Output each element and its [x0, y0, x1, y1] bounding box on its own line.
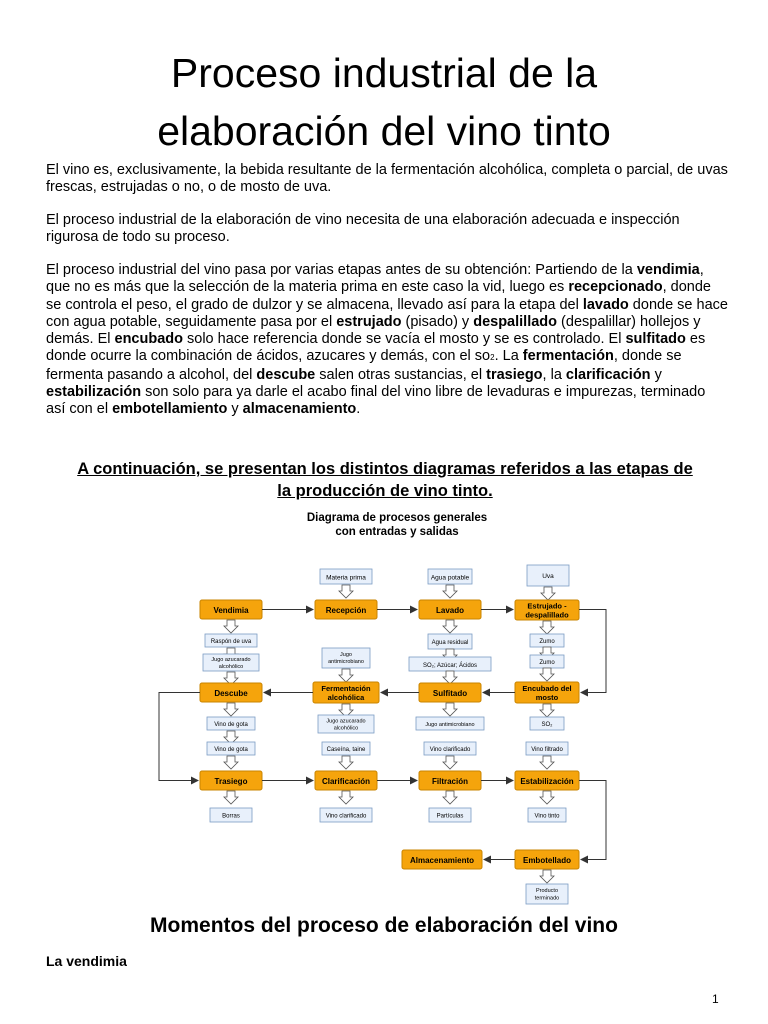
page-number: 1 [712, 992, 719, 1006]
svg-text:Jugo antimicrobiano: Jugo antimicrobiano [425, 722, 475, 728]
term-almacenamiento: almacenamiento [242, 401, 357, 418]
process-sulfitado [419, 683, 481, 702]
svg-text:antimicrobiano: antimicrobiano [328, 659, 364, 665]
svg-text:Descube: Descube [214, 689, 248, 698]
svg-text:Filtración: Filtración [431, 777, 469, 786]
process-embotellado [515, 850, 579, 869]
process-vendimia [200, 600, 262, 619]
term-recepcionado: recepcionado [568, 279, 663, 296]
svg-text:Almacenamiento: Almacenamiento [409, 856, 475, 865]
svg-text:Jugo azucarado: Jugo azucarado [211, 657, 251, 663]
document-title [0, 44, 768, 160]
svg-text:terminado: terminado [534, 895, 560, 902]
svg-text:Vino clarificado: Vino clarificado [429, 747, 471, 753]
svg-text:Vino tinto: Vino tinto [534, 813, 560, 820]
section-heading: Momentos del proceso de elaboración del vino [150, 914, 618, 937]
output-zumo-2 [530, 655, 564, 668]
output-jugo-azucarado-alcoholico [318, 715, 374, 733]
process-recepcion [315, 600, 377, 619]
output-jugo-azucarado [203, 654, 259, 671]
svg-text:Embotellado: Embotellado [522, 856, 572, 865]
svg-text:alcohólico: alcohólico [218, 664, 244, 670]
svg-text:Vendimia: Vendimia [213, 606, 249, 615]
process-estabilizacion [515, 771, 579, 790]
output-zumo-1 [530, 634, 564, 647]
diagram-title-line-1: Diagrama de procesos generales [306, 512, 488, 524]
svg-text:Vino de gota: Vino de gota [214, 747, 248, 753]
svg-text:Agua residual: Agua residual [431, 640, 469, 646]
svg-text:despalillado: despalillado [525, 610, 569, 620]
paragraph-definition: El vino es, exclusivamente, la bebida resultante de la fermentación alcohólica, completa o parcial, de uvas frescas, estrujadas o no, o de mosto de uva. [46, 162, 728, 196]
svg-text:Vino clarificado: Vino clarificado [325, 813, 367, 820]
input-vino-filtrado [526, 742, 568, 755]
diagram-title-line-2: con entradas y salidas [335, 526, 459, 538]
svg-text:Borras: Borras [222, 813, 240, 820]
term-sulfitado: sulfitado [625, 331, 686, 348]
process-descube [200, 683, 262, 702]
term-estabilizacion: estabilización [46, 384, 142, 401]
process-lavado [419, 600, 481, 619]
term-descube: descube [256, 366, 316, 383]
input-vino-gota-2 [207, 742, 255, 755]
input-caseina-taine [322, 742, 370, 755]
input-materia-prima [320, 569, 372, 584]
output-agua-residual [428, 634, 472, 649]
subsection-heading-vendimia: La vendimia [46, 953, 127, 969]
process-trasiego [200, 771, 262, 790]
process-encubado-mosto [515, 682, 579, 703]
output-jugo-antimicrobiano [416, 717, 484, 730]
term-fermentacion: fermentación [522, 348, 614, 365]
process-almacenamiento [402, 850, 482, 869]
process-clarificacion [315, 771, 377, 790]
svg-text:Encubado del: Encubado del [522, 684, 572, 693]
svg-text:Producto: Producto [535, 888, 559, 894]
svg-text:mosto: mosto [535, 693, 559, 702]
input-agua-potable [428, 569, 472, 584]
svg-text:Lavado: Lavado [435, 606, 465, 615]
svg-text:Materia prima: Materia prima [326, 574, 366, 582]
svg-text:Vino de gota: Vino de gota [214, 722, 248, 728]
paragraph-process-intro: El proceso industrial de la elaboración de vino necesita de una elaboración adecuada e inspección rigurosa de todo su proceso. [46, 212, 680, 246]
svg-text:alcohólica: alcohólica [327, 693, 365, 702]
svg-text:Vino filtrado: Vino filtrado [531, 747, 563, 753]
svg-text:Raspón de uva: Raspón de uva [210, 639, 252, 645]
term-estrujado: estrujado [336, 313, 402, 330]
output-so2 [530, 717, 564, 730]
title-line-1: Proceso industrial de la [170, 50, 598, 96]
output-vino-gota-1 [207, 717, 255, 730]
input-jugo-antimicrobiano [322, 648, 370, 668]
paragraph-process-stages: El proceso industrial del vino pasa por varias etapas antes de su obtención: Partiendo de la vendimia, que no es más que la selección de la materia prima en este caso la vid, luego es recepcionado, donde se controla el peso, el grado de dulzor y se almacena, llevado así para la etapa del lavado donde se hace con agua potable, seguidamente pasa por el estrujado (pisado) y despalillado (despalillar) hollejos y demás. El encubado solo hace referencia donde se vacía el mosto y se es controlado. El sulfitado es donde ocurre la combinación de ácidos, azucares y demás, con el so2. La fermentación, donde se fermenta pasando a alcohol, del descube salen otras sustancias, el trasiego, la clarificación y estabilización son solo para ya darle el acabo final del vino libre de levaduras e impurezas, terminado así con el embotellamiento y almacenamiento. [46, 262, 728, 418]
term-encubado: encubado [114, 331, 183, 348]
svg-text:Zumo: Zumo [539, 639, 555, 645]
svg-text:Clarificación: Clarificación [321, 777, 371, 786]
output-vino-clarificado [320, 808, 372, 822]
term-despalillado: despalillado [473, 313, 558, 330]
svg-text:Caseína, taine: Caseína, taine [326, 747, 366, 753]
svg-text:Uva: Uva [542, 573, 554, 580]
svg-text:Zumo: Zumo [539, 660, 555, 666]
term-embotellamiento: embotellamiento [112, 401, 228, 418]
svg-text:Sulfitado: Sulfitado [432, 689, 468, 698]
svg-text:SO₂; Azúcar; Ácidos: SO₂; Azúcar; Ácidos [422, 663, 478, 669]
process-filtracion [419, 771, 481, 790]
output-raspon-uva [205, 634, 257, 647]
svg-text:Trasiego: Trasiego [214, 777, 248, 786]
svg-text:Estrujado -: Estrujado - [527, 601, 567, 611]
svg-text:Estabilización: Estabilización [520, 777, 574, 786]
term-vendimia: vendimia [636, 262, 700, 278]
output-particulas [429, 808, 471, 822]
process-fermentacion-alcoholica [313, 682, 379, 703]
svg-text:Agua potable: Agua potable [430, 574, 470, 582]
input-so2-azucar-acidos [409, 657, 491, 671]
output-producto-terminado [526, 884, 568, 904]
svg-text:SO₂: SO₂ [541, 722, 553, 728]
term-lavado: lavado [582, 296, 629, 313]
output-vino-tinto [528, 808, 566, 822]
process-flow-diagram [150, 505, 620, 907]
svg-text:Partículas: Partículas [436, 813, 464, 820]
output-borras [210, 808, 252, 822]
input-uva [527, 565, 569, 586]
title-line-2: elaboración del vino tinto [157, 108, 611, 154]
term-trasiego: trasiego [486, 366, 543, 383]
term-clarificacion: clarificación [565, 366, 651, 383]
svg-text:alcohólico: alcohólico [333, 725, 359, 732]
process-estrujado-despalillado [515, 600, 579, 620]
input-vino-clarificado [424, 742, 476, 755]
svg-text:Fermentación: Fermentación [321, 684, 371, 693]
svg-text:Jugo azucarado: Jugo azucarado [326, 718, 366, 725]
svg-text:Jugo: Jugo [340, 652, 352, 658]
diagrams-intro-heading: A continuación, se presentan los distintos diagramas referidos a las etapas de la producción de vino tinto. [77, 460, 693, 500]
svg-text:Recepción: Recepción [325, 606, 367, 615]
